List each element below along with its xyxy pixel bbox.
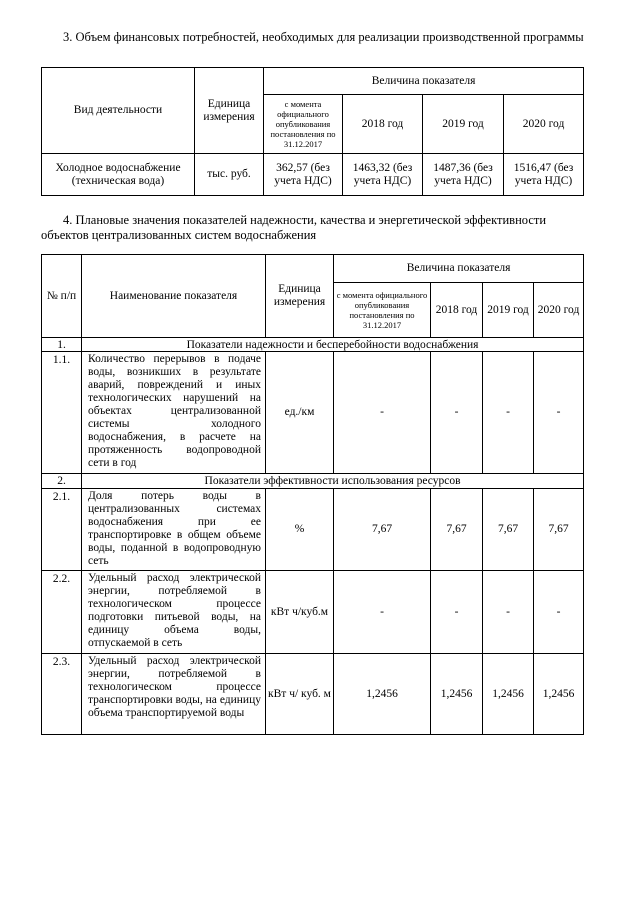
section-title: Показатели эффективности использования ресурсов [82, 474, 584, 489]
header-since: с момента официального опубликования постановления по 31.12.2017 [334, 283, 431, 338]
header-since: с момента официального опубликования постановления по 31.12.2017 [264, 95, 343, 154]
unit-cell: кВт ч/ куб. м [266, 654, 334, 735]
since-value-cell: 362,57 (без учета НДС) [264, 154, 343, 196]
header-2018: 2018 год [431, 283, 483, 338]
header-unit: Единица измерения [195, 68, 264, 154]
table-row [42, 154, 584, 196]
unit-cell: ед./км [266, 352, 334, 474]
indicator-name: Удельный расход электрической энергии, потребляемой в технологическом процессе транспортировки воды, на единицу объема транспортируемой воды [82, 654, 266, 735]
indicators-table [41, 254, 584, 735]
section-row [42, 474, 584, 489]
value-2019-cell: - [483, 352, 534, 474]
header-2019: 2019 год [423, 95, 504, 154]
unit-cell: кВт ч/куб.м [266, 571, 334, 654]
value-2020-cell: 1516,47 (без учета НДС) [504, 154, 584, 196]
header-2019: 2019 год [483, 283, 534, 338]
row-num: 2.1. [42, 489, 82, 571]
since-value-cell: - [334, 571, 431, 654]
indicator-name: Удельный расход электрической энергии, потребляемой в технологическом процессе подготовки питьевой воды, на единицу объема воды, отпускаемой в сеть [82, 571, 266, 654]
since-value-cell: 1,2456 [334, 654, 431, 735]
indicator-name: Доля потерь воды в централизованных системах водоснабжения при ее транспортировке в общем объеме воды, поданной в водопроводную сеть [82, 489, 266, 571]
header-name: Наименование показателя [82, 255, 266, 338]
value-2019-cell: 1487,36 (без учета НДС) [423, 154, 504, 196]
since-value-cell: - [334, 352, 431, 474]
value-2020-cell: - [534, 571, 584, 654]
section-num: 1. [42, 338, 82, 352]
section-4-heading: 4. Плановые значения показателей надежности, качества и энергетической эффективности объектов централизованных систем водоснабжения [41, 213, 547, 242]
row-num: 2.2. [42, 571, 82, 654]
value-2018-cell: - [431, 571, 483, 654]
section-title: Показатели надежности и бесперебойности водоснабжения [82, 338, 584, 352]
since-value-cell: 7,67 [334, 489, 431, 571]
financial-needs-table [41, 67, 584, 196]
header-num: № п/п [42, 255, 82, 338]
row-num: 1.1. [42, 352, 82, 474]
value-2019-cell: - [483, 571, 534, 654]
header-2018: 2018 год [343, 95, 423, 154]
section-num: 2. [42, 474, 82, 489]
value-2019-cell: 7,67 [483, 489, 534, 571]
header-activity: Вид деятельности [42, 68, 195, 154]
section-3-heading: 3. Объем финансовых потребностей, необходимых для реализации производственной программы [63, 30, 584, 44]
table-row [42, 654, 584, 735]
table-row [42, 571, 584, 654]
header-2020: 2020 год [534, 283, 584, 338]
value-2018-cell: 1,2456 [431, 654, 483, 735]
header-value: Величина показателя [264, 68, 584, 95]
activity-cell: Холодное водоснабжение (техническая вода) [42, 154, 195, 196]
unit-cell: % [266, 489, 334, 571]
section-row [42, 338, 584, 352]
unit-cell: тыс. руб. [195, 154, 264, 196]
table-row [42, 352, 584, 474]
header-value: Величина показателя [334, 255, 584, 283]
value-2020-cell: 7,67 [534, 489, 584, 571]
row-num: 2.3. [42, 654, 82, 735]
value-2020-cell: 1,2456 [534, 654, 584, 735]
value-2018-cell: 1463,32 (без учета НДС) [343, 154, 423, 196]
header-2020: 2020 год [504, 95, 584, 154]
value-2018-cell: - [431, 352, 483, 474]
header-unit: Единица измерения [266, 255, 334, 338]
table-row [42, 489, 584, 571]
indicator-name: Количество перерывов в подаче воды, возникших в результате аварий, повреждений и иных технологических нарушений на объектах централизованной системы холодного водоснабжения, в расчете на протяженность водопроводной сети в год [82, 352, 266, 474]
value-2018-cell: 7,67 [431, 489, 483, 571]
value-2019-cell: 1,2456 [483, 654, 534, 735]
value-2020-cell: - [534, 352, 584, 474]
